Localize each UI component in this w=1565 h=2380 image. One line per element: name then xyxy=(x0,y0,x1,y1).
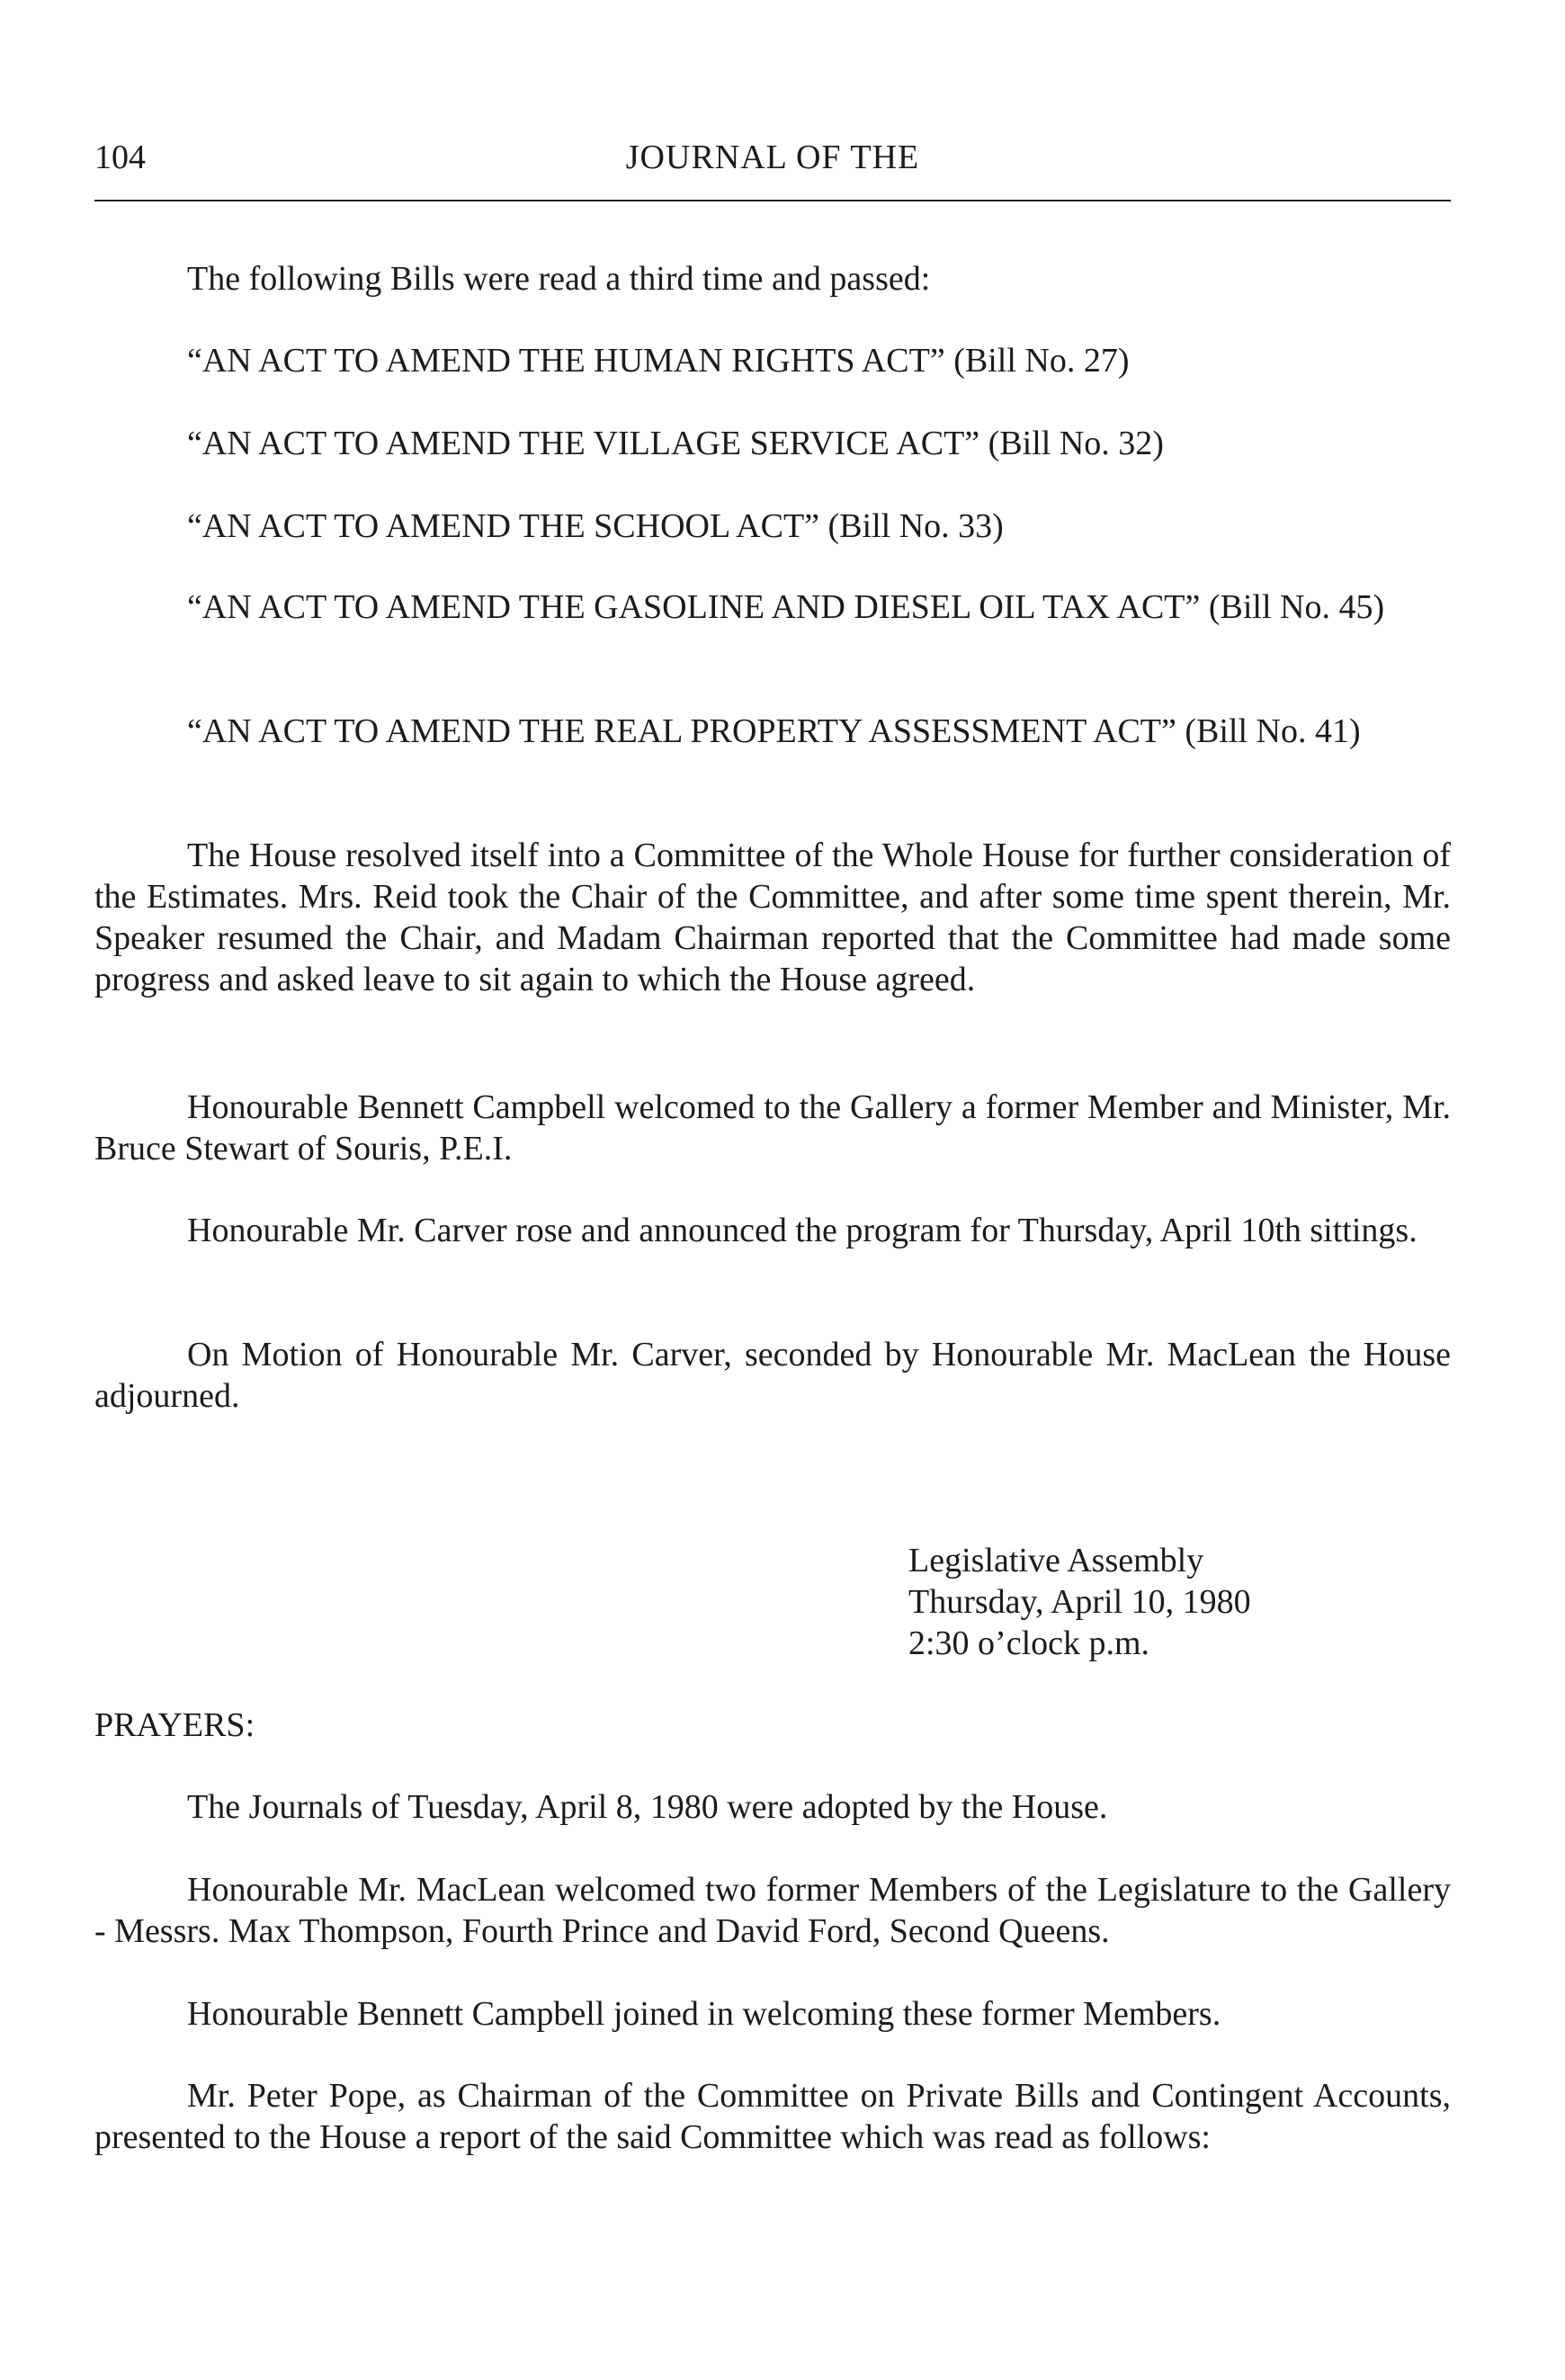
prayers-heading: PRAYERS: xyxy=(94,1706,255,1744)
former-members-welcome-paragraph: Honourable Mr. MacLean welcomed two former Members of the Legislature to the Gallery - Messrs. Max Thompson, Fourth Prince and David Ford, Second Queens. xyxy=(94,1871,1451,1950)
page-number: 104 xyxy=(94,139,146,176)
bill-village-service: “AN ACT TO AMEND THE VILLAGE SERVICE ACT” (Bill No. 32) xyxy=(187,425,1164,462)
sitting-heading xyxy=(908,1540,1448,1664)
sitting-time: 2:30 o’clock p.m. xyxy=(908,1624,1150,1662)
sitting-body: Legislative Assembly xyxy=(908,1542,1204,1579)
journals-adopted-paragraph: The Journals of Tuesday, April 8, 1980 were adopted by the House. xyxy=(187,1788,1108,1826)
program-announcement-paragraph: Honourable Mr. Carver rose and announced the program for Thursday, April 10th sittings. xyxy=(187,1212,1417,1249)
bill-school: “AN ACT TO AMEND THE SCHOOL ACT” (Bill No. 33) xyxy=(187,507,1004,545)
committee-paragraph: The House resolved itself into a Committee of the Whole House for further consideration of the Estimates. Mrs. Reid took the Chair of the Committee, and after some time spent therein, Mr. Speaker resumed the Chair, and Madam Chairman reported that the Committee had made some progress and asked leave to sit again to which the House agreed. xyxy=(94,837,1451,998)
sitting-date: Thursday, April 10, 1980 xyxy=(908,1583,1251,1621)
gallery-welcome-paragraph: Honourable Bennett Campbell welcomed to the Gallery a former Member and Minister, Mr. Bruce Stewart of Souris, P.E.I. xyxy=(94,1088,1451,1168)
joined-welcome-paragraph: Honourable Bennett Campbell joined in welcoming these former Members. xyxy=(187,1995,1221,2033)
adjournment-paragraph: On Motion of Honourable Mr. Carver, seconded by Honourable Mr. MacLean the House adjourned. xyxy=(94,1336,1451,1415)
bills-intro-paragraph: The following Bills were read a third time and passed: xyxy=(187,260,931,298)
committee-report-paragraph: Mr. Peter Pope, as Chairman of the Committee on Private Bills and Contingent Accounts, presented to the House a report of the said Committee which was read as follows: xyxy=(94,2077,1451,2156)
running-head: JOURNAL OF THE xyxy=(625,139,920,176)
bill-real-property: “AN ACT TO AMEND THE REAL PROPERTY ASSESSMENT ACT” (Bill No. 41) xyxy=(187,712,1361,750)
bill-gasoline-diesel: “AN ACT TO AMEND THE GASOLINE AND DIESEL OIL TAX ACT” (Bill No. 45) xyxy=(187,588,1385,626)
header-rule xyxy=(94,200,1451,201)
page-header xyxy=(94,135,1451,189)
bill-human-rights: “AN ACT TO AMEND THE HUMAN RIGHTS ACT” (Bill No. 27) xyxy=(187,342,1130,380)
